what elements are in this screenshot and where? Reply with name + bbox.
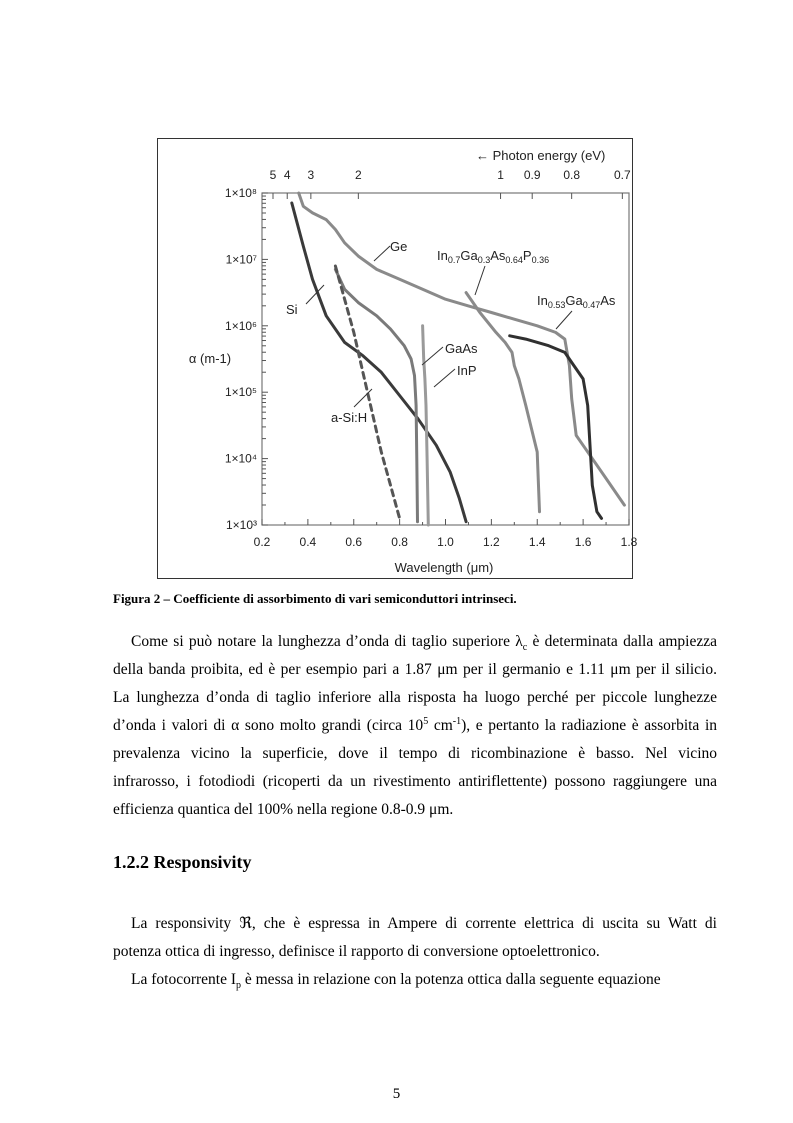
p2-line-1: La responsivity ℜ, che è espressa in Ampere di corrente elettrica di uscita su Watt di [131, 914, 717, 932]
curve-a-si-h [335, 266, 399, 518]
y-tick-label: 1×10⁴ [224, 451, 257, 466]
leader-ingaasp [475, 266, 485, 295]
plot-area [262, 193, 629, 525]
x-tick-label: 1.0 [437, 535, 454, 549]
curve-in0-7ga0-3as0-64p0-36 [466, 293, 539, 512]
x-tick-label: 1.6 [574, 535, 592, 549]
x-tick-label: 0.8 [391, 535, 408, 549]
y-tick-label: 1×10⁵ [224, 385, 257, 400]
top-tick-label: 1 [497, 168, 504, 182]
top-tick-label: 0.7 [614, 168, 631, 182]
page-number: 5 [392, 1086, 401, 1102]
p1-line-7: efficienza quantica del 100% nella regione 0.8-0.9 μm. [113, 801, 454, 818]
y-tick-label: 1×10⁸ [224, 186, 257, 200]
p2-line-2: potenza ottica di ingresso, definisce il rapporto di conversione optoelettronico. [113, 943, 600, 960]
label-ingaas: $In_{0.53}Ga_{0.47}As$ [537, 293, 616, 310]
y-tick-label: 1×10⁷ [225, 252, 257, 267]
label-si: Si [286, 302, 298, 317]
top-tick-label: 2 [354, 168, 362, 182]
p1-line-6: infrarosso, i fotodiodi (ricoperti da un rivestimento antiriflettente) possono raggiungere una [113, 773, 717, 790]
label-ingaasp: $In_{0.7}Ga_{0.3}As_{0.64}P_{0.36}$ [437, 248, 550, 265]
x-tick-label: 0.4 [299, 535, 317, 549]
x-axis-label: Wavelength (μm) [394, 560, 494, 575]
p1-line-2: della banda proibita, ed è per esempio pari a 1.87 μm per il germanio e 1.11 μm per il silicio. [113, 661, 717, 678]
label-asih: a-Si:H [331, 410, 368, 425]
top-axis-label: ← Photon energy (eV) [476, 148, 606, 163]
curve-in0-53ga0-47as [510, 336, 602, 519]
top-tick-label: 3 [307, 168, 315, 182]
paragraph-photocurrent [113, 966, 717, 994]
leader-gaas [422, 347, 443, 365]
leader-ge [374, 246, 390, 261]
top-tick-label: 0.9 [523, 168, 541, 182]
paragraph-cutoff-wavelength [113, 628, 717, 824]
label-ge: Ge [390, 239, 408, 254]
x-tick-label: 1.8 [620, 535, 638, 549]
label-inp: InP [457, 363, 477, 378]
figure-caption: Figura 2 – Coefficiente di assorbimento di vari semiconduttori intrinseci. [113, 591, 517, 606]
x-tick-label: 1.2 [483, 535, 500, 549]
section-title: 1.2.2 Responsivity [113, 852, 252, 872]
y-tick-label: 1×10³ [225, 518, 257, 532]
paragraph-responsivity [113, 909, 717, 966]
figure-frame [157, 138, 638, 579]
p1-line-1: Come si può notare la lunghezza d’onda di taglio superiore $\lambda_c$ è determinata dalla ampiezza [131, 633, 717, 654]
p1-line-3: La lunghezza d’onda di taglio inferiore alla risposta ha luogo perché per piccole lunghezze [113, 689, 717, 706]
top-tick-label: 5 [269, 168, 277, 182]
p3-line-1: La fotocorrente $I_p$ è messa in relazione con la potenza ottica dalla seguente equazione [131, 971, 661, 992]
x-tick-label: 0.6 [345, 535, 363, 549]
x-tick-label: 1.4 [528, 535, 546, 549]
absorption-chart [158, 139, 638, 578]
y-tick-label: 1×10⁶ [225, 318, 257, 333]
label-gaas: GaAs [445, 341, 478, 356]
top-tick-label: 4 [283, 168, 291, 182]
p1-line-4: d’onda i valori di α sono molto grandi (circa $10^5$ $cm^{-1}$), e pertanto la radiazione è assorbita in [113, 715, 717, 734]
p1-line-5: prevalenza vicino la superficie, dove il tempo di ricombinazione è basso. Nel vicino [113, 745, 717, 762]
y-axis-label: α (m-1) [188, 351, 232, 366]
leader-inp [434, 369, 455, 387]
top-tick-label: 0.8 [563, 168, 580, 182]
leader-ingaas [556, 311, 572, 329]
x-tick-label: 0.2 [253, 535, 271, 549]
